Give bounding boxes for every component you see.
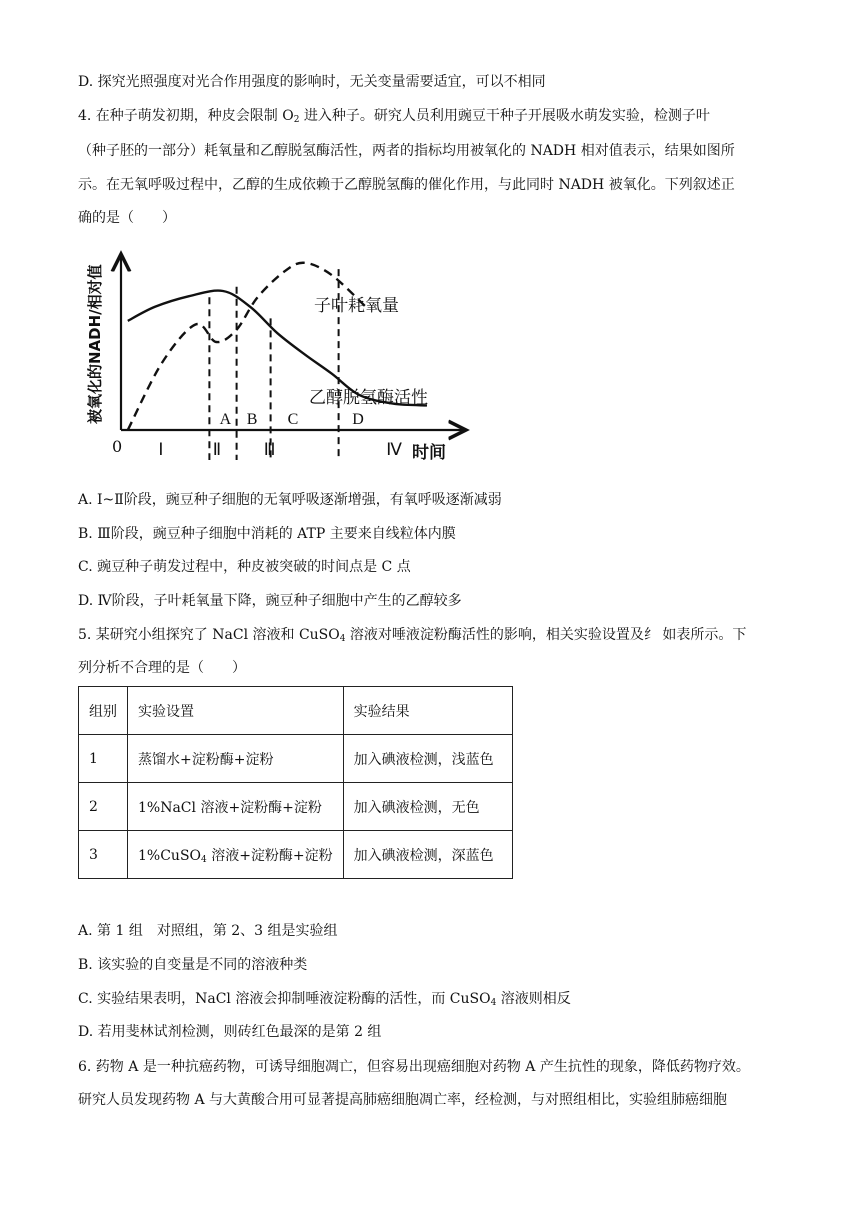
nadh-chart: [78, 240, 478, 480]
table-row: [79, 783, 513, 831]
cuso4-subscript: 4: [339, 634, 346, 644]
table-header-cell: 实验结果: [343, 687, 512, 735]
table-row: [79, 735, 513, 783]
q3-option-d: D. 探究光照强度对光合作用强度的影响时，无关变量需要适宜，可以不相同: [78, 74, 546, 90]
q4-stem-line1: [78, 106, 710, 130]
q4-stem-text-tail: 进入种子。研究人员利用豌豆干种子开展吸水萌发实验，检测子叶: [299, 108, 710, 124]
q5-stem-text: 5. 某研究小组探究了 NaCl 溶液和 CuSO: [78, 627, 340, 643]
q5-option-c-tail: 溶液则相反: [496, 991, 571, 1007]
table-header-cell: 组别: [79, 687, 128, 735]
table-cell-setup: 1%NaCl 溶液+淀粉酶+淀粉: [128, 783, 344, 831]
q5-option-d: D. 若用斐林试剂检测，则砖红色最深的是第 2 组: [78, 1024, 382, 1040]
q5-option-a: A. 第 1 组 对照组，第 2、3 组是实验组: [78, 923, 338, 939]
stage-label: Ⅰ: [158, 440, 164, 459]
stage-label: Ⅱ: [212, 440, 222, 459]
q5-stem-text-tail: 溶液对唾液淀粉酶活性的影响，相关实验设置及纟 如表所示。下: [345, 627, 747, 643]
q4-stem-line4: 确的是（ ）: [78, 210, 176, 226]
q4-stem-text: 4. 在种子萌发初期，种皮会限制 O: [78, 108, 294, 124]
x-axis-label: 时间: [412, 443, 446, 463]
q6-stem-line1: 6. 药物 A 是一种抗癌药物，可诱导细胞凋亡，但容易出现癌细胞对药物 A 产生抗性的现象，降低药物疗效。: [78, 1059, 750, 1075]
q4-stem-line3: 示。在无氧呼吸过程中，乙醇的生成依赖于乙醇脱氢酶的催化作用，与此同时 NADH 被氧化。下列叙述正: [78, 177, 735, 193]
table-header-row: [79, 687, 513, 735]
q4-option-a: A. Ⅰ~Ⅱ阶段，豌豆种子细胞的无氧呼吸逐渐增强，有氧呼吸逐渐减弱: [78, 492, 502, 508]
q6-stem-line2: 研究人员发现药物 A 与大黄酸合用可显著提高肺癌细胞凋亡率，经检测，与对照组相比，实验组肺癌细胞: [78, 1092, 728, 1108]
stage-label: Ⅲ: [263, 440, 276, 459]
table-cell-group: 2: [79, 783, 128, 831]
experiment-table: [78, 686, 513, 879]
setup-text-tail: 溶液+淀粉酶+淀粉: [206, 847, 333, 864]
o2-subscript: 2: [293, 115, 300, 125]
table-row: [79, 831, 513, 879]
point-label-D: D: [352, 411, 364, 428]
series-label-oxygen: 子叶耗氧量: [314, 296, 399, 316]
q4-option-c: C. 豌豆种子萌发过程中，种皮被突破的时间点是 C 点: [78, 559, 411, 575]
series-label-enzyme: 乙醇脱氢酶活性: [309, 388, 428, 408]
table-cell-setup: 蒸馏水+淀粉酶+淀粉: [128, 735, 344, 783]
table-cell-result: 加入碘液检测，无色: [343, 783, 512, 831]
table-cell-result: 加入碘液检测，深蓝色: [343, 831, 512, 879]
setup-text: 1%CuSO: [138, 847, 202, 864]
q4-option-d: D. Ⅳ阶段，子叶耗氧量下降，豌豆种子细胞中产生的乙醇较多: [78, 593, 462, 609]
q5-stem-line1: [78, 625, 746, 649]
y-axis-label: 被氧化的NADH/相对值: [86, 264, 104, 424]
q4-stem-line2: （种子胚的一部分）耗氧量和乙醇脱氢酶活性，两者的指标均用被氧化的 NADH 相对值表示，结果如图所: [78, 143, 735, 159]
table-header-cell: 实验设置: [128, 687, 344, 735]
cuso4-subscript: 4: [490, 998, 497, 1008]
table-cell-group: 1: [79, 735, 128, 783]
q5-option-c-text: C. 实验结果表明，NaCl 溶液会抑制唾液淀粉酶的活性，而 CuSO: [78, 991, 491, 1007]
q5-option-b: B. 该实验的自变量是不同的溶液种类: [78, 957, 308, 973]
point-label-B: B: [246, 411, 258, 428]
q5-option-c: [78, 989, 571, 1013]
q5-stem-line2: 列分析不合理的是（ ）: [78, 660, 246, 676]
point-label-C: C: [287, 411, 299, 428]
table-cell-result: 加入碘液检测，浅蓝色: [343, 735, 512, 783]
setup-subscript: 4: [201, 854, 207, 865]
point-label-A: A: [219, 411, 232, 428]
q4-option-b: B. Ⅲ阶段，豌豆种子细胞中消耗的 ATP 主要来自线粒体内膜: [78, 526, 456, 542]
table-cell-group: 3: [79, 831, 128, 879]
table-cell-setup: [128, 831, 344, 879]
stage-label: Ⅳ: [386, 440, 402, 459]
origin-label: 0: [112, 437, 123, 456]
